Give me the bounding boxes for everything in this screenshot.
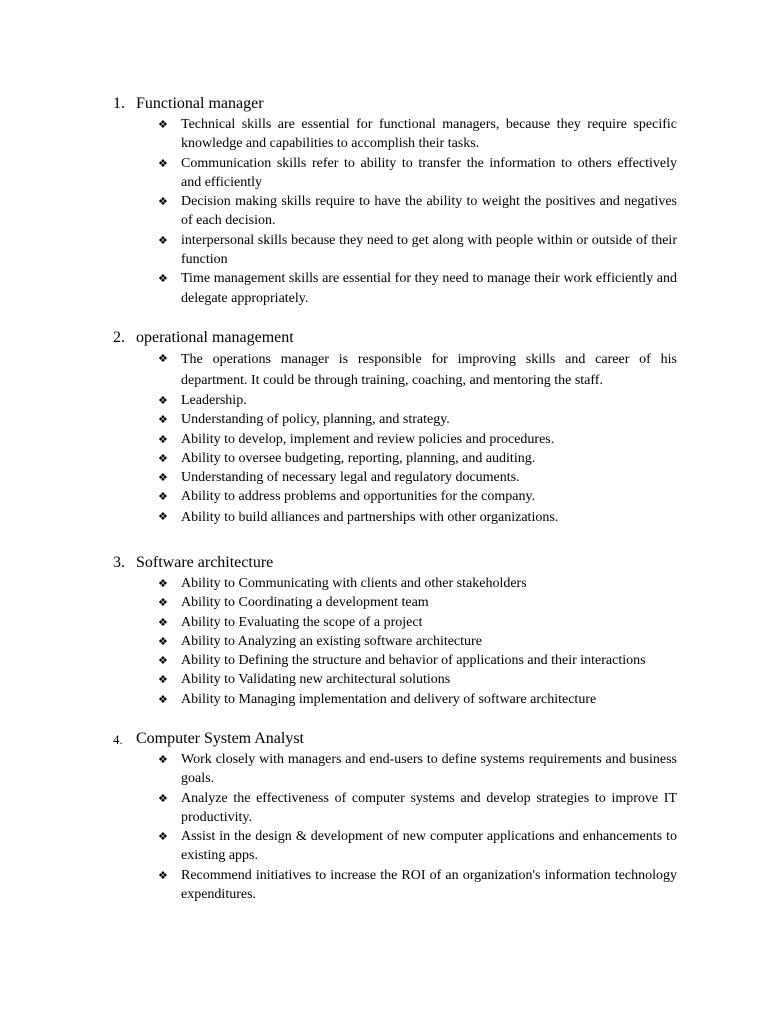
list-item-text: Ability to Analyzing an existing software architecture [181, 633, 482, 649]
list-item-text: Ability to address problems and opportunities for the company. [181, 489, 536, 505]
list-item [158, 613, 677, 632]
list-item-text: Technical skills are essential for functional managers, because they require specific knowledge and capabilities to accomplish their tasks. [181, 117, 677, 152]
list-item-text: Communication skills refer to ability to transfer the information to others effectively and efficiently [181, 155, 677, 190]
list-item-text: Ability to Defining the structure and behavior of applications and their interactions [181, 653, 646, 669]
list-item [158, 827, 677, 866]
diamond-bullet-icon: ❖ [158, 791, 168, 805]
list-item [158, 430, 677, 449]
section-software-architecture [0, 552, 768, 709]
list-item-text: Analyze the effectiveness of computer systems and develop strategies to improve IT productivity. [181, 790, 677, 825]
list-item [158, 651, 677, 670]
list-item [158, 349, 677, 391]
bullet-list [0, 115, 768, 308]
list-item-text: Ability to Evaluating the scope of a project [181, 614, 423, 630]
section-heading [0, 552, 768, 574]
list-item [158, 632, 677, 651]
list-item [158, 154, 677, 193]
section-title: operational management [136, 329, 294, 346]
diamond-bullet-icon: ❖ [158, 413, 168, 427]
list-item [158, 690, 677, 709]
list-item [158, 507, 677, 528]
section-number: 4. [113, 732, 123, 747]
list-item-text: Leadership. [181, 393, 247, 408]
list-item-text: Assist in the design & development of new computer applications and enhancements to existing apps. [181, 829, 677, 864]
section-heading [0, 728, 768, 750]
section-operational-management [0, 327, 768, 528]
list-item-text: Ability to Coordinating a development team [181, 595, 429, 611]
diamond-bullet-icon: ❖ [158, 615, 168, 629]
list-item [158, 487, 677, 506]
list-item [158, 750, 677, 789]
diamond-bullet-icon: ❖ [158, 352, 168, 365]
section-heading [0, 327, 768, 349]
bullet-list [0, 349, 768, 528]
list-item-text: Time management skills are essential for they need to manage their work efficiently and delegate appropriately. [181, 271, 677, 306]
section-title: Functional manager [136, 95, 264, 112]
diamond-bullet-icon: ❖ [158, 673, 168, 687]
list-item [158, 231, 677, 270]
diamond-bullet-icon: ❖ [158, 451, 168, 465]
diamond-bullet-icon: ❖ [158, 509, 168, 523]
section-heading [0, 93, 768, 115]
list-item [158, 192, 677, 231]
diamond-bullet-icon: ❖ [158, 272, 168, 286]
diamond-bullet-icon: ❖ [158, 118, 168, 131]
diamond-bullet-icon: ❖ [158, 830, 168, 844]
diamond-bullet-icon: ❖ [158, 596, 168, 610]
list-item-text: interpersonal skills because they need to get along with people within or outside of their function [181, 232, 677, 268]
list-item-text: Decision making skills require to have the ability to weight the positives and negatives of each decision. [181, 194, 677, 229]
list-item-text: Ability to build alliances and partnerships with other organizations. [181, 509, 559, 525]
bullet-list [0, 750, 768, 904]
diamond-bullet-icon: ❖ [158, 195, 168, 209]
list-item-text: Recommend initiatives to increase the ROI of an organization's information technology expenditures. [181, 867, 677, 903]
diamond-bullet-icon: ❖ [158, 394, 168, 407]
list-item-text: Ability to Validating new architectural solutions [181, 672, 451, 688]
section-number: 3. [113, 554, 125, 571]
bullet-list [0, 574, 768, 709]
section-title: Computer System Analyst [136, 730, 304, 747]
list-item [158, 866, 677, 905]
list-item-text: The operations manager is responsible for improving skills and career of his department. It could be through training, coaching, and mentoring the staff. [181, 352, 677, 388]
diamond-bullet-icon: ❖ [158, 490, 168, 504]
diamond-bullet-icon: ❖ [158, 692, 168, 706]
list-item-text: Work closely with managers and end-users to define systems requirements and business goals. [181, 752, 677, 787]
list-item [158, 391, 677, 410]
list-item-text: Understanding of necessary legal and regulatory documents. [181, 470, 520, 486]
diamond-bullet-icon: ❖ [158, 577, 168, 590]
diamond-bullet-icon: ❖ [158, 233, 168, 247]
section-number: 2. [113, 329, 125, 346]
list-item-text: Ability to Communicating with clients and other stakeholders [181, 576, 527, 591]
list-item [158, 789, 677, 828]
list-item [158, 115, 677, 154]
section-computer-system-analyst [0, 728, 768, 904]
section-functional-manager [0, 93, 768, 308]
section-number: 1. [113, 95, 125, 112]
list-item-text: Ability to Managing implementation and delivery of software architecture [181, 691, 597, 707]
list-item [158, 269, 677, 308]
list-item-text: Ability to oversee budgeting, reporting, planning, and auditing. [181, 450, 536, 466]
list-item [158, 449, 677, 468]
list-item [158, 574, 677, 593]
list-item [158, 410, 677, 429]
section-title: Software architecture [136, 554, 274, 571]
diamond-bullet-icon: ❖ [158, 654, 168, 668]
diamond-bullet-icon: ❖ [158, 634, 168, 648]
list-item-text: Ability to develop, implement and review policies and procedures. [181, 431, 555, 447]
diamond-bullet-icon: ❖ [158, 753, 168, 766]
diamond-bullet-icon: ❖ [158, 868, 168, 882]
diamond-bullet-icon: ❖ [158, 156, 168, 170]
list-item [158, 468, 677, 487]
diamond-bullet-icon: ❖ [158, 471, 168, 485]
diamond-bullet-icon: ❖ [158, 432, 168, 446]
list-item [158, 670, 677, 689]
list-item-text: Understanding of policy, planning, and strategy. [181, 412, 450, 428]
list-item [158, 593, 677, 612]
